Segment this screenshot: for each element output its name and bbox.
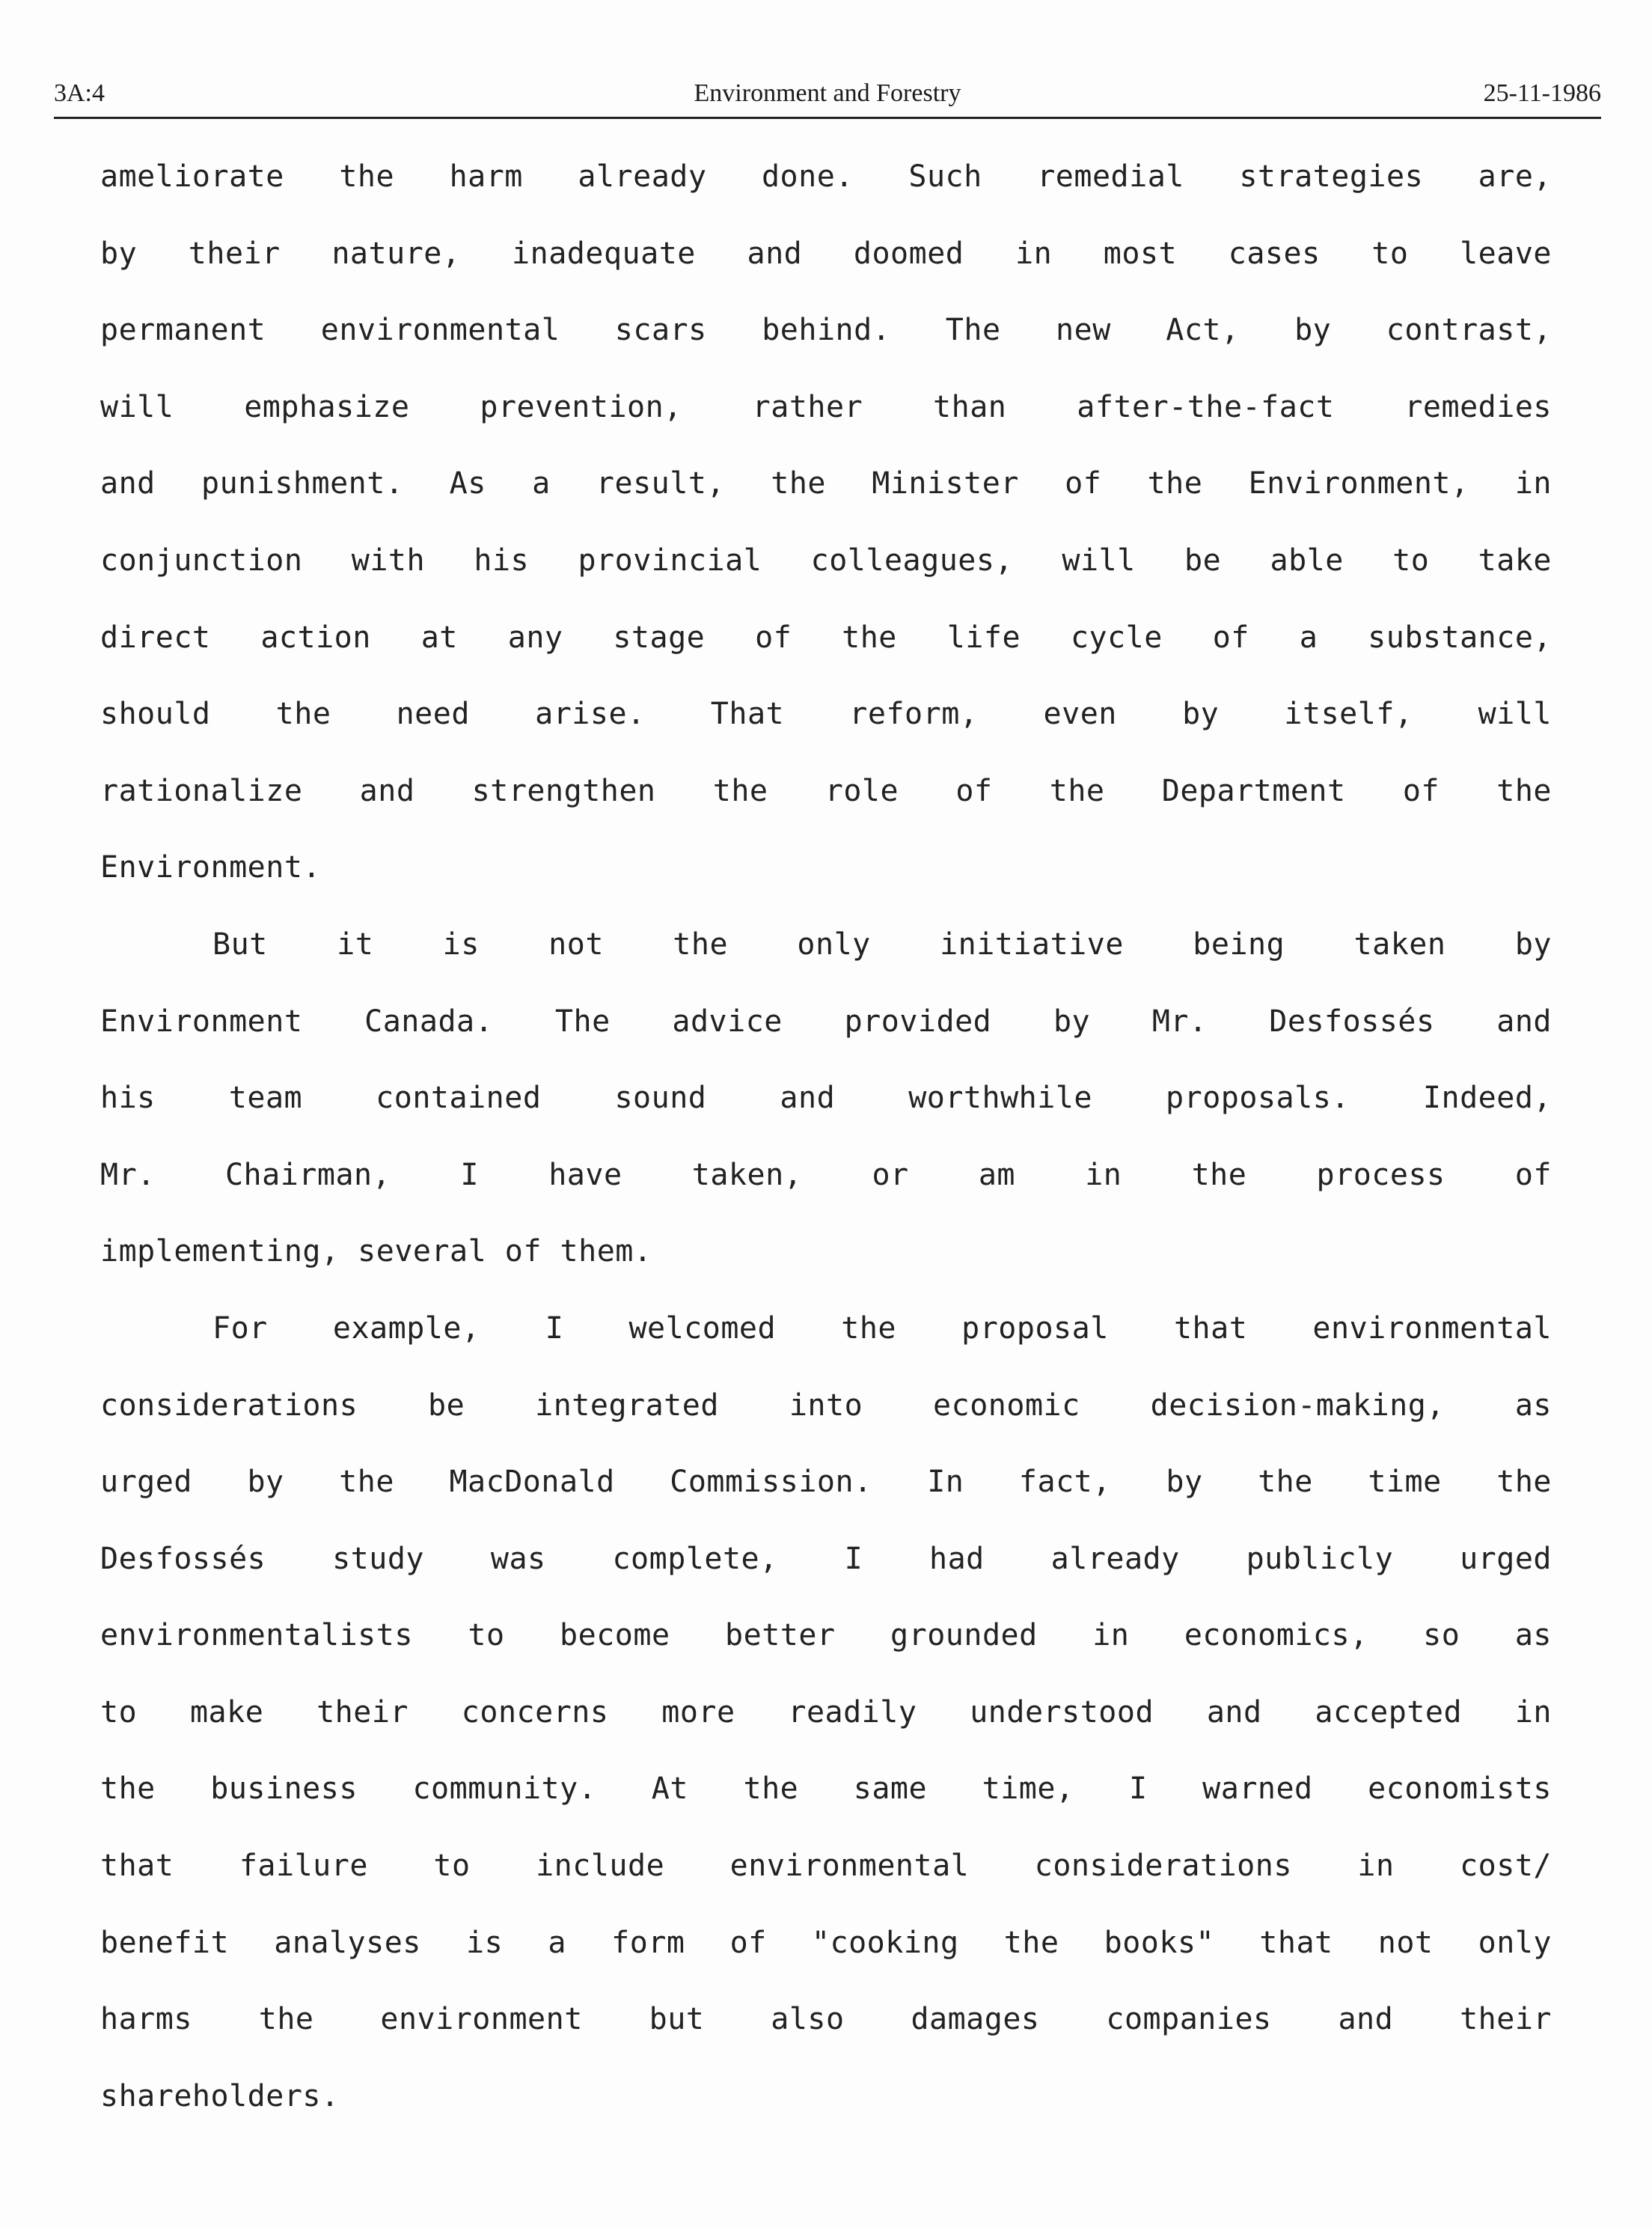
text-line: should the need arise. That reform, even by itself, will bbox=[100, 697, 1552, 732]
text-line: shareholders. bbox=[100, 2078, 340, 2113]
text-line: implementing, several of them. bbox=[100, 1234, 652, 1269]
text-line: to make their concerns more readily understood and accepted in bbox=[100, 1694, 1552, 1730]
text-line: rationalize and strengthen the role of the Department of the bbox=[100, 773, 1552, 808]
text-line: conjunction with his provincial colleagues, will be able to take bbox=[100, 543, 1552, 578]
header-date: 25-11-1986 bbox=[1483, 79, 1601, 107]
body-text bbox=[100, 150, 1552, 2146]
header-page-number: 3A:4 bbox=[54, 79, 105, 107]
text-line: his team contained sound and worthwhile proposals. Indeed, bbox=[100, 1081, 1552, 1116]
text-line: environmentalists to become better grounded in economics, so as bbox=[100, 1618, 1552, 1653]
text-line: direct action at any stage of the life cycle of a substance, bbox=[100, 620, 1552, 655]
text-line: and punishment. As a result, the Minister of the Environment, in bbox=[100, 466, 1552, 501]
text-line: Mr. Chairman, I have taken, or am in the process of bbox=[100, 1157, 1552, 1192]
text-line: Environment. bbox=[100, 850, 321, 885]
text-line: But it is not the only initiative being taken by bbox=[212, 927, 1552, 962]
text-line: Environment Canada. The advice provided by Mr. Desfossés and bbox=[100, 1004, 1552, 1039]
page-header bbox=[54, 72, 1601, 117]
text-line: Desfossés study was complete, I had already publicly urged bbox=[100, 1541, 1552, 1576]
text-line: considerations be integrated into economic decision-making, as bbox=[100, 1388, 1552, 1423]
text-line: benefit analyses is a form of "cooking the books" that not only bbox=[100, 1925, 1552, 1960]
text-line: harms the environment but also damages companies and their bbox=[100, 2002, 1552, 2037]
text-line: permanent environmental scars behind. The new Act, by contrast, bbox=[100, 313, 1552, 348]
text-line: by their nature, inadequate and doomed in most cases to leave bbox=[100, 236, 1552, 271]
text-line: that failure to include environmental considerations in cost/ bbox=[100, 1849, 1552, 1884]
header-title: Environment and Forestry bbox=[694, 79, 961, 107]
text-line: will emphasize prevention, rather than after-the-fact remedies bbox=[100, 389, 1552, 424]
text-line: the business community. At the same time, I warned economists bbox=[100, 1771, 1552, 1807]
text-line: ameliorate the harm already done. Such remedial strategies are, bbox=[100, 159, 1552, 194]
text-line: urged by the MacDonald Commission. In fact, by the time the bbox=[100, 1465, 1552, 1500]
header-rule bbox=[54, 117, 1601, 119]
text-line: For example, I welcomed the proposal that environmental bbox=[212, 1310, 1552, 1346]
